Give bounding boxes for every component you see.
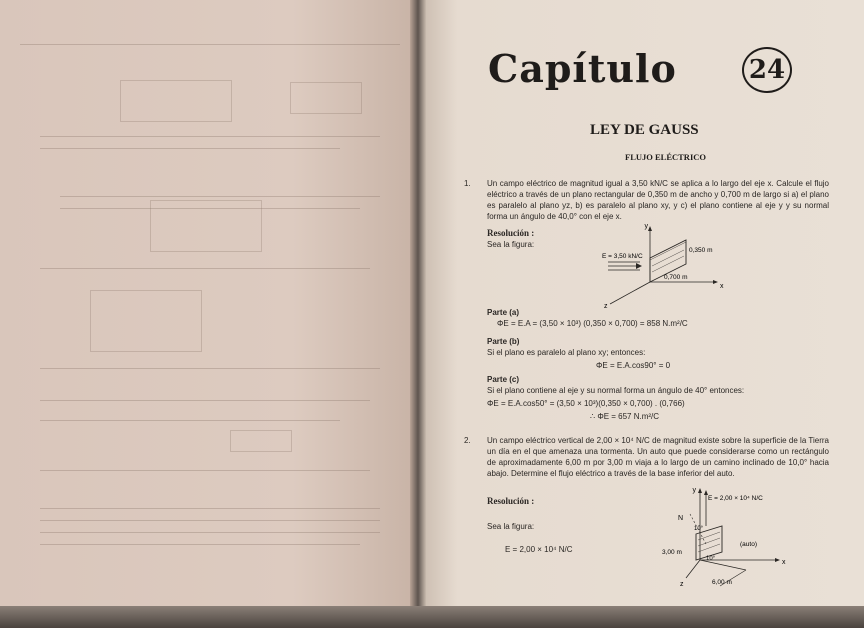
problem-1-figure (590, 222, 730, 312)
section-title: LEY DE GAUSS (590, 122, 699, 138)
problem-1-part-c-label: Parte (c) (487, 375, 520, 384)
figure-2-normal-label: N (678, 515, 684, 522)
problem-2-figure (650, 486, 790, 596)
svg-text:z: z (680, 581, 684, 588)
problem-1-part-b-text: Si el plano es paralelo al plano xy; entonces: (487, 348, 646, 357)
chapter-number-badge: 24 (742, 47, 792, 93)
problem-1-statement: Un campo eléctrico de magnitud igual a 3,50 kN/C se aplica a lo largo del eje x. Calcule el flujo eléctrico a través de un plano rectangular de 0,350 m de ancho y 0,700 m de largo si a) el plano es paralelo al plano yz, b) es paralelo al plano xy, y c) el plano contiene al eje y y su normal forma un ángulo de 40,0° con el eje x. (487, 179, 829, 221)
figure-1-z-label: z (604, 303, 608, 310)
svg-text:10°: 10° (694, 526, 704, 532)
figure-2-height-label: 3,00 m (662, 549, 682, 556)
figure-1-y-label: y (644, 223, 648, 230)
figure-2-field-label: E = 2,00 × 10⁴ N/C (708, 495, 763, 502)
problem-2-number: 2. (464, 436, 471, 445)
figure-2-length-label: 6,00 m (712, 579, 732, 586)
svg-text:x: x (782, 559, 786, 566)
figure-2-car-label: (auto) (740, 541, 757, 548)
problem-1-number: 1. (464, 179, 471, 188)
problem-2-resolution-label: Resolución : (487, 496, 535, 506)
figure-1-width-label: 0,350 m (689, 247, 713, 254)
problem-1-part-a-equation: ΦE = E.A = (3,50 × 10³) (0,350 × 0,700) = 858 N.m²/C (497, 319, 688, 328)
subsection-title: FLUJO ELÉCTRICO (625, 152, 706, 162)
problem-1-part-b-label: Parte (b) (487, 337, 520, 346)
problem-1-part-c-result: ∴ ΦE = 657 N.m²/C (590, 412, 660, 421)
problem-1-figure-intro: Sea la figura: (487, 240, 535, 249)
figure-1-field-label: E = 3,50 kN/C (602, 253, 643, 260)
figure-1-x-arrow (713, 280, 718, 284)
problem-1-resolution-label: Resolución : (487, 228, 535, 238)
figure-1-z-axis (610, 282, 650, 304)
figure-1-y-arrow (648, 226, 652, 231)
figure-1-x-label: x (720, 283, 724, 290)
problem-1-part-a-label: Parte (a) (487, 308, 520, 317)
problem-1-part-c-text: Si el plano contiene al eje y su normal forma un ángulo de 40° entonces: (487, 386, 745, 395)
table-surface (0, 606, 864, 628)
svg-text:y: y (692, 487, 696, 494)
figure-2-z-axis (686, 560, 700, 578)
problem-2-field-value: E = 2,00 × 10⁴ N/C (505, 545, 573, 554)
figure-1-length-label: 0,700 m (664, 274, 688, 281)
chapter-title: Capítulo (488, 46, 677, 91)
figure-1-field-arrow (636, 263, 642, 269)
problem-1-part-b-equation: ΦE = E.A.cos90° = 0 (596, 361, 671, 370)
svg-text:10°: 10° (706, 556, 716, 562)
problem-2-statement: Un campo eléctrico vertical de 2,00 × 10⁴ N/C de magnitud existe sobre la superficie de la Tierra un día en el que amenaza una tormenta. Un auto que puede considerarse como un rectángulo de aproximadamente 6,00 m por 3,00 m viaja a lo largo de un camino inclinado de 10,0° hacia abajo. Determine el flujo eléctrico a través de la base inferior del auto. (487, 436, 829, 478)
book-gutter (410, 0, 426, 616)
problem-2-figure-intro: Sea la figura: (487, 522, 535, 531)
problem-1-part-c-equation: ΦE = E.A.cos50° = (3,50 × 10³)(0,350 × 0,700) . (0,766) (487, 399, 685, 408)
